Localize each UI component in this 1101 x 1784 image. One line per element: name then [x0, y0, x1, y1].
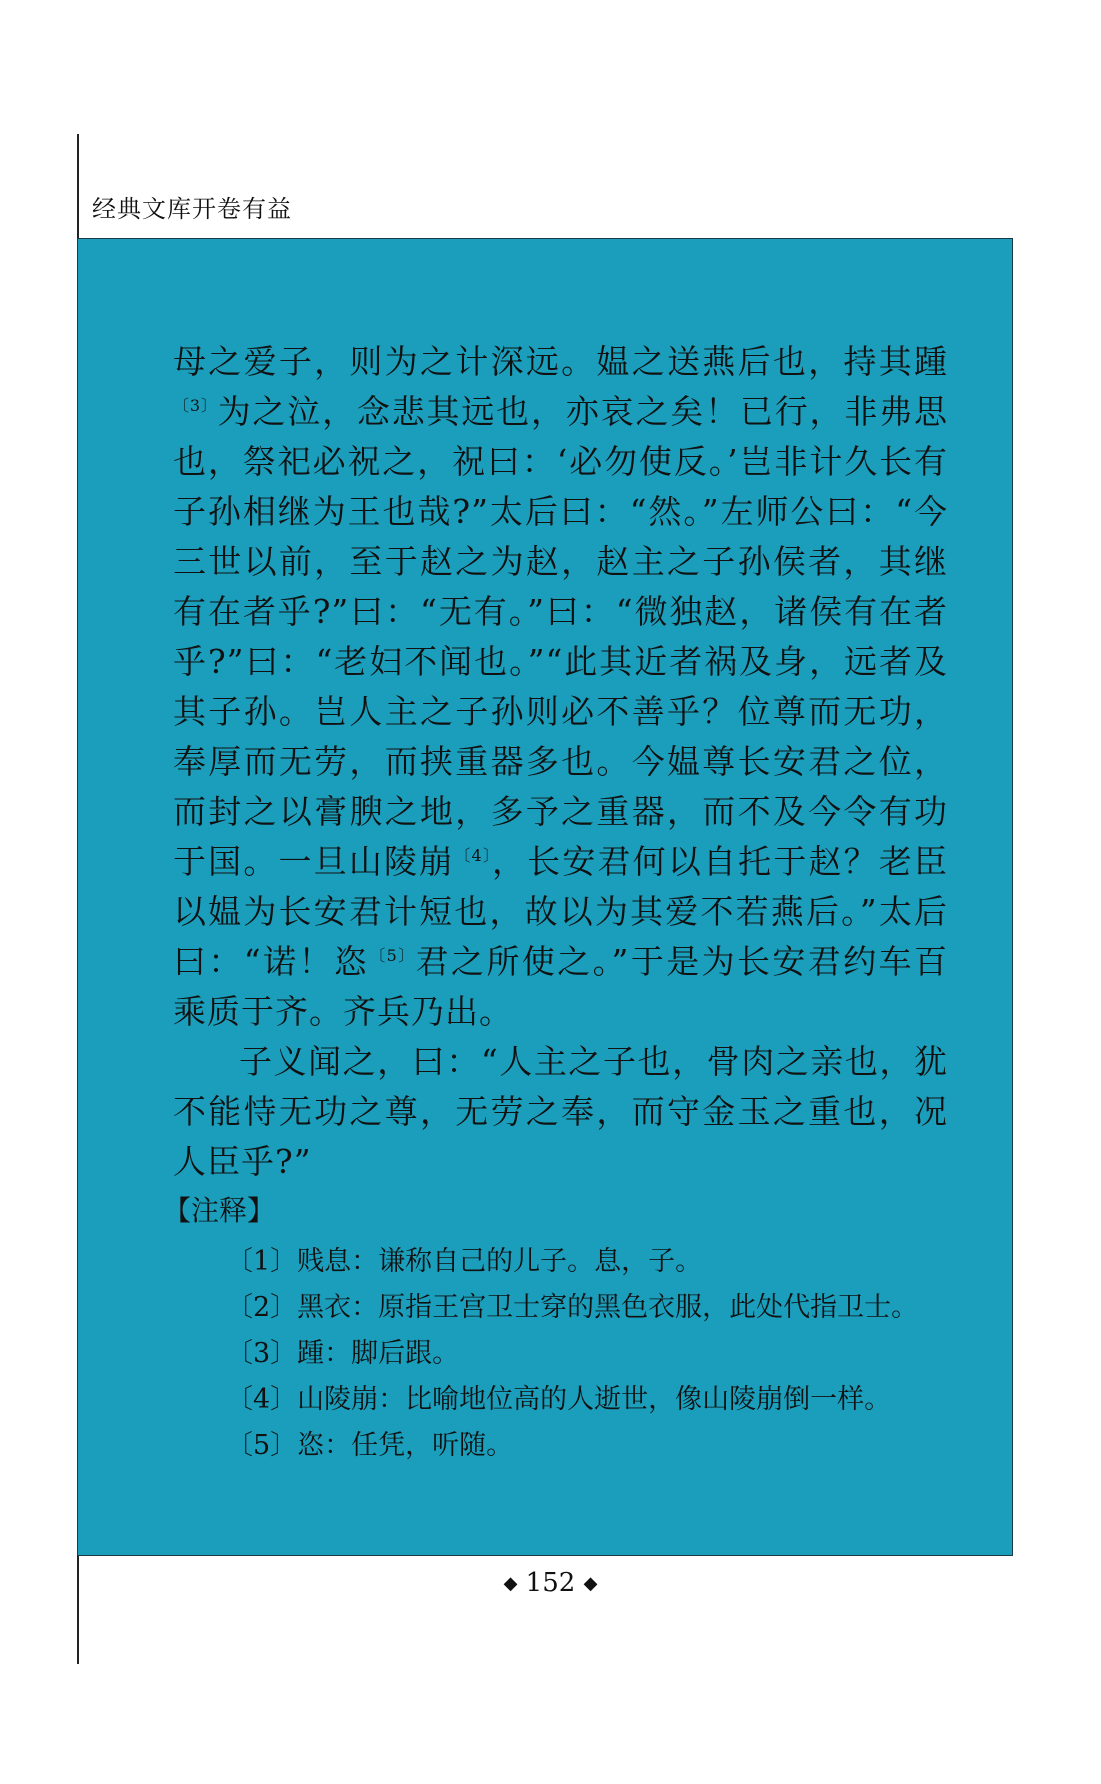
content-panel	[77, 238, 1013, 1556]
body-text	[173, 337, 948, 1187]
note-item: 〔2〕黑衣：原指王宫卫士穿的黑色衣服，此处代指卫士。	[226, 1292, 919, 1323]
page-number-value: 152	[525, 1568, 576, 1598]
diamond-right-icon: ◆	[583, 1573, 598, 1594]
page-number	[0, 1566, 1101, 1601]
footnote-ref-5: 〔5〕	[369, 946, 416, 965]
footnote-ref-3: 〔3〕	[173, 396, 218, 415]
note-item: 〔5〕恣：任凭，听随。	[226, 1430, 514, 1461]
paragraph-2: 子义闻之，曰：“人主之子也，骨肉之亲也，犹不能恃无功之尊，无劳之奉，而守金玉之重也，况人臣乎?”	[173, 1042, 948, 1181]
diamond-left-icon: ◆	[503, 1573, 518, 1594]
paragraph-1: 母之爱子，则为之计深远。媪之送燕后也，持其踵$^{〔3〕}$为之泣，念悲其远也，亦哀之矣！已行，非弗思也，祭祀必祝之，祝曰：‘必勿使反。’岂非计久长有子孙相继为王也哉?”太后曰：“然。”左师公曰：“今三世以前，至于赵之为赵，赵主之子孙侯者，其继有在者乎?”曰：“无有。”曰：“微独赵，诸侯有在者乎?”曰：“老妇不闻也。”“此其近者祸及身，远者及其子孙。岂人主之子孙则必不善乎？位尊而无功，奉厚而无劳，而挟重器多也。今媪尊长安君之位，而封之以膏腴之地，多予之重器，而不及今令有功于国。一旦山陵崩$^{〔4〕}$，长安君何以自托于赵？老臣以媪为长安君计短也，故以为其爱不若燕后。”太后曰：“诺！恣$^{〔5〕}$君之所使之。”于是为长安君约车百乘质于齐。齐兵乃出。	[173, 342, 949, 1031]
notes-list	[226, 1239, 986, 1469]
footnote-ref-4: 〔4〕	[454, 846, 493, 865]
notes-title: 【注释】	[163, 1194, 276, 1227]
note-item: 〔1〕贱息：谦称自己的儿子。息，子。	[226, 1246, 703, 1277]
running-header: 经典文库开卷有益	[92, 195, 292, 223]
note-item: 〔3〕踵：脚后跟。	[226, 1338, 460, 1369]
note-item: 〔4〕山陵崩：比喻地位高的人逝世，像山陵崩倒一样。	[226, 1384, 892, 1415]
